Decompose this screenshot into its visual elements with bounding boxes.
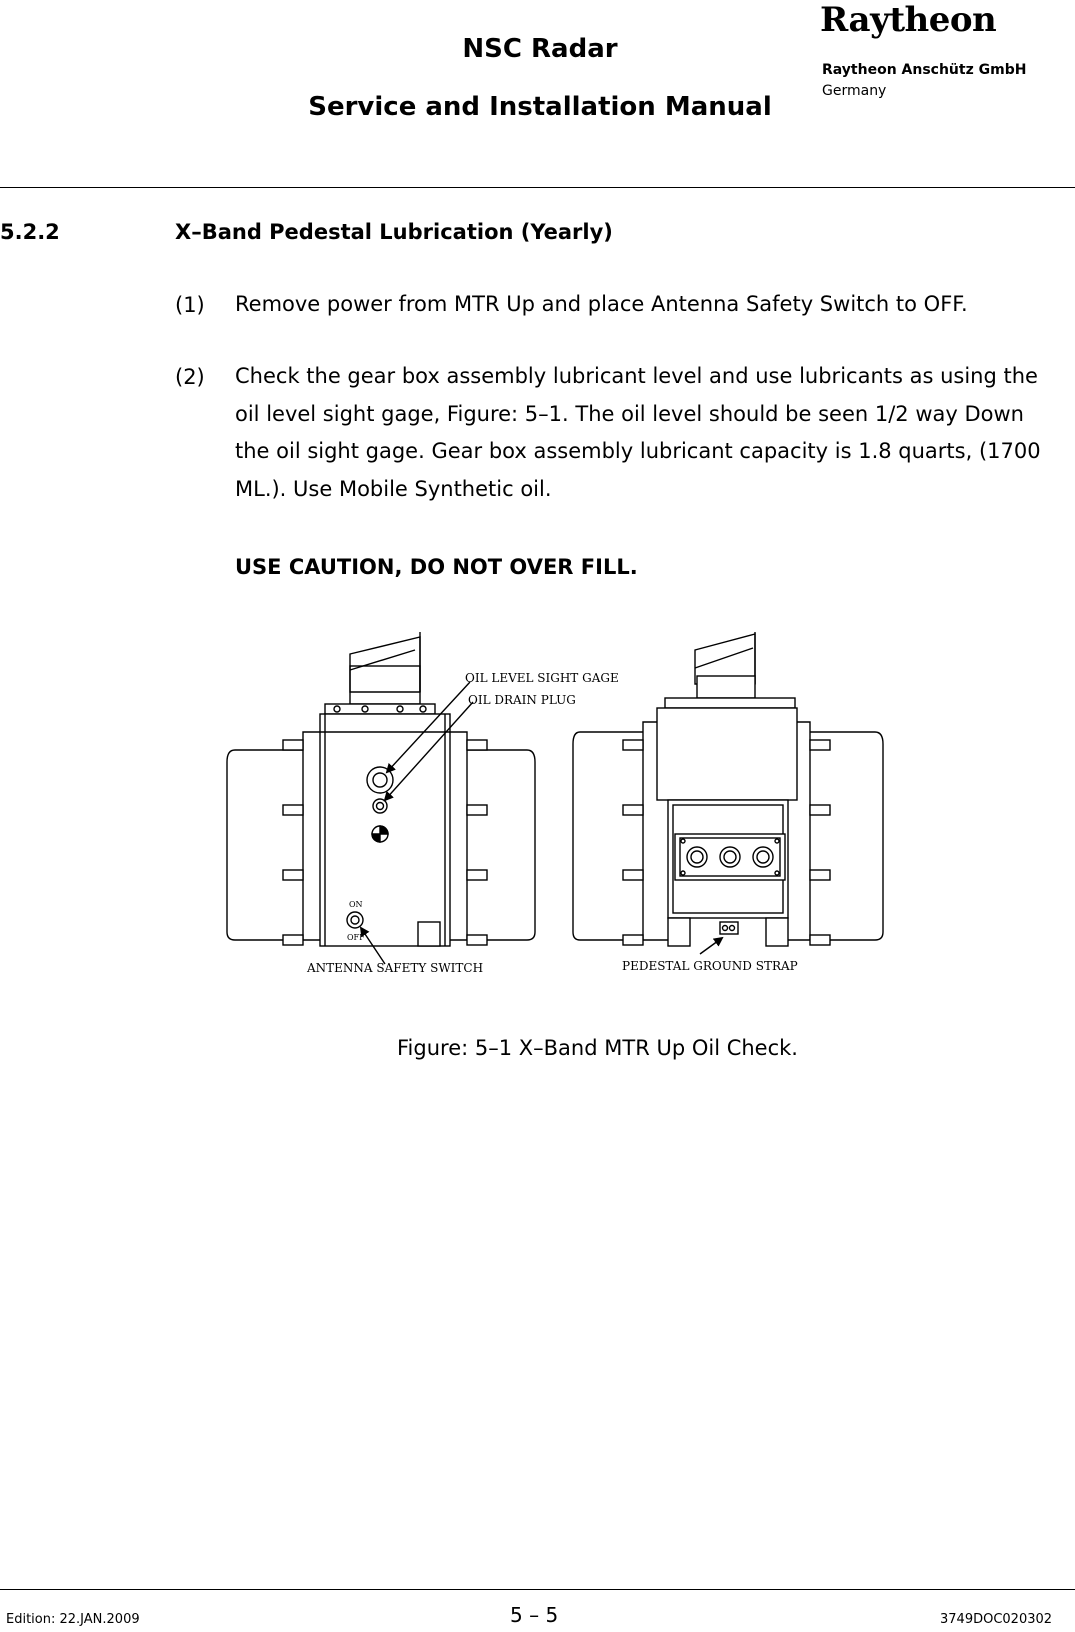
caution-notice: USE CAUTION, DO NOT OVER FILL. — [235, 555, 638, 579]
raytheon-logo: Raytheon — [820, 0, 997, 40]
company-country: Germany — [822, 83, 887, 99]
footer-divider — [0, 1589, 1075, 1590]
safety-switch-label: ANTENNA SAFETY SWITCH — [307, 961, 484, 975]
step-number-1: (1) — [175, 293, 205, 317]
pedestal-figure — [225, 622, 905, 996]
switch-off-label: OFF — [347, 933, 365, 942]
pedestal-rear-view — [573, 632, 883, 954]
step-text-1: Remove power from MTR Up and place Antenna Safety Switch to OFF. — [235, 292, 968, 316]
edition-date: Edition: 22.JAN.2009 — [6, 1612, 140, 1627]
sight-gage-label: OIL LEVEL SIGHT GAGE — [465, 671, 619, 685]
document-title: NSC Radar — [462, 34, 618, 64]
figure-caption: Figure: 5–1 X–Band MTR Up Oil Check. — [397, 1036, 798, 1060]
section-title: X–Band Pedestal Lubrication (Yearly) — [175, 220, 613, 244]
document-id: 3749DOC020302 — [940, 1612, 1053, 1627]
step-number-2: (2) — [175, 365, 205, 389]
step-text-2: Check the gear box assembly lubricant level and use lubricants as using the oil level sight gage, Figure: 5–1. The oil level should be seen 1/2 way Down the oil sight gage. Gear box assembly lubricant capacity is 1.8 quarts, (1700 ML.). Use Mobile Synthetic oil. — [235, 364, 1041, 501]
document-subtitle: Service and Installation Manual — [308, 92, 772, 122]
company-name: Raytheon Anschütz GmbH — [822, 62, 1027, 78]
header-divider — [0, 187, 1075, 188]
switch-on-label: ON — [349, 900, 363, 909]
section-number: 5.2.2 — [0, 220, 60, 244]
drain-plug-label: OIL DRAIN PLUG — [468, 693, 576, 707]
page-number: 5 – 5 — [510, 1603, 559, 1627]
ground-strap-label: PEDESTAL GROUND STRAP — [622, 959, 798, 973]
